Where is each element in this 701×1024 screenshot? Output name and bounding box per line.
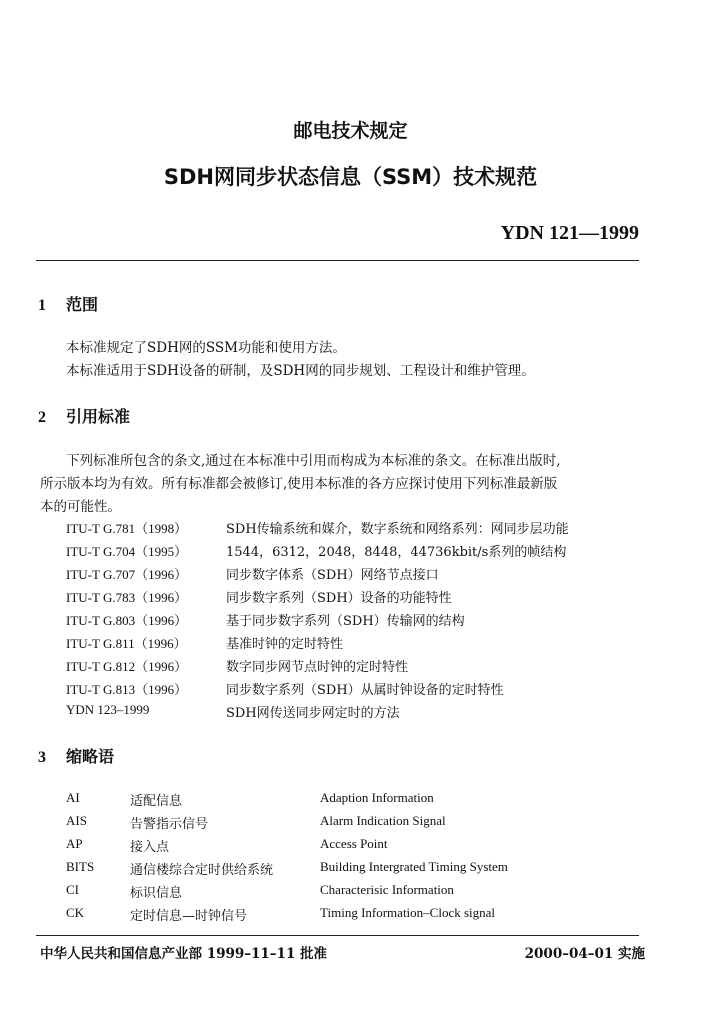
section-2-intro-line-1: 下列标准所包含的条文,通过在本标准中引用而构成为本标准的条文。在标准出版时, — [66, 453, 561, 469]
abbreviation: CK — [66, 905, 85, 920]
section-2-number: 2 — [38, 409, 46, 426]
approval-date: 中华人民共和国信息产业部 1999–11–11 批准 — [40, 946, 328, 962]
section-2-title: 引用标准 — [66, 407, 131, 426]
abbreviation-chinese: 定时信息—时钟信号 — [130, 909, 248, 924]
abbreviation: AI — [66, 790, 80, 805]
abbreviation-chinese: 通信楼综合定时供给系统 — [130, 863, 274, 878]
reference-code: ITU-T G.781（1998） — [66, 521, 188, 536]
section-1-number: 1 — [38, 297, 46, 314]
section-3-title: 缩略语 — [66, 747, 115, 766]
reference-desc: SDH传输系统和媒介，数字系统和网络系列：网同步层功能 — [226, 522, 569, 537]
reference-desc: 同步数字系列（SDH）设备的功能特性 — [226, 591, 452, 606]
section-2-heading — [38, 404, 130, 427]
abbreviation-chinese: 告警指示信号 — [130, 817, 209, 832]
reference-code: ITU-T G.813（1996） — [66, 682, 188, 697]
section-1-line-1: 本标准规定了SDH网的SSM功能和使用方法。 — [66, 340, 346, 356]
reference-code: ITU-T G.707（1996） — [66, 567, 188, 582]
section-2-intro-line-2: 所示版本均为有效。所有标准都会被修订,使用本标准的各方应探讨使用下列标准最新版 — [40, 476, 558, 492]
reference-code: ITU-T G.704（1995） — [66, 544, 188, 559]
abbreviation-chinese: 标识信息 — [130, 886, 183, 901]
section-1-heading — [38, 292, 98, 315]
reference-desc: 同步数字系列（SDH）从属时钟设备的定时特性 — [226, 683, 504, 698]
reference-code: ITU-T G.812（1996） — [66, 659, 188, 674]
header-rule — [36, 260, 639, 261]
reference-desc: 基准时钟的定时特性 — [226, 637, 344, 652]
abbreviation-english: Building Intergrated Timing System — [320, 859, 508, 874]
reference-code: ITU-T G.803（1996） — [66, 613, 188, 628]
footer-rule — [36, 935, 639, 936]
reference-desc: 1544，6312，2048，8448，44736kbit/s系列的帧结构 — [226, 545, 567, 560]
abbreviation-chinese: 接入点 — [130, 840, 170, 855]
abbreviation-english: Alarm Indication Signal — [320, 813, 446, 828]
section-1-line-2: 本标准适用于SDH设备的研制，及SDH网的同步规划、工程设计和维护管理。 — [66, 363, 535, 379]
reference-code: ITU-T G.783（1996） — [66, 590, 188, 605]
reference-desc: 基于同步数字系列（SDH）传输网的结构 — [226, 614, 465, 629]
section-1-title: 范围 — [66, 295, 99, 314]
abbreviation: AP — [66, 836, 83, 851]
reference-code: YDN 123–1999 — [66, 702, 150, 717]
effective-date: 2000–04–01 实施 — [524, 946, 645, 962]
abbreviation-english: Characterisic Information — [320, 882, 454, 897]
reference-desc: 数字同步网节点时钟的定时特性 — [226, 660, 409, 675]
abbreviation-english: Access Point — [320, 836, 388, 851]
abbreviation: CI — [66, 882, 79, 897]
document-category: 邮电技术规定 — [293, 120, 408, 142]
abbreviation-chinese: 适配信息 — [130, 794, 183, 809]
abbreviation: BITS — [66, 859, 95, 874]
abbreviation: AIS — [66, 813, 87, 828]
document-code: YDN 121—1999 — [500, 222, 639, 244]
reference-desc: 同步数字体系（SDH）网络节点接口 — [226, 568, 439, 583]
section-2-intro-line-3: 本的可能性。 — [40, 499, 121, 515]
abbreviation-english: Timing Information–Clock signal — [320, 905, 496, 920]
document-title: SDH网同步状态信息（SSM）技术规范 — [163, 165, 538, 189]
section-3-heading — [38, 744, 114, 767]
reference-desc: SDH网传送同步网定时的方法 — [226, 706, 400, 721]
reference-code: ITU-T G.811（1996） — [66, 636, 187, 651]
section-3-number: 3 — [38, 749, 46, 766]
abbreviation-english: Adaption Information — [320, 790, 434, 805]
